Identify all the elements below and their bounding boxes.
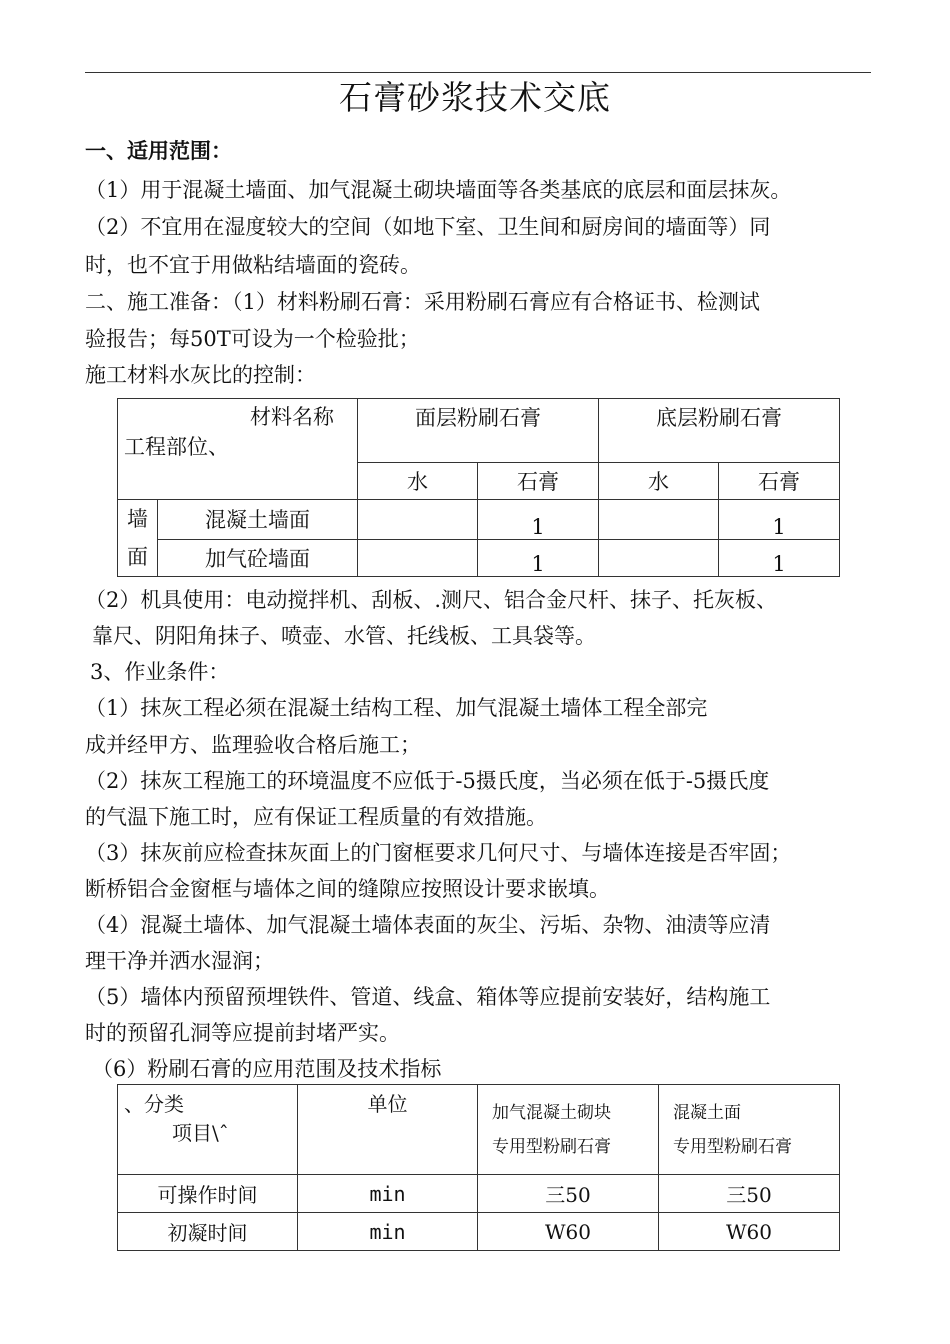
table1-cell: [599, 500, 719, 540]
table1-subhead-gypsum-2: 石膏: [719, 463, 840, 500]
table1-corner-bottom: 工程部位、: [124, 435, 229, 459]
paragraph-1: （1）用于混凝土墙面、加气混凝土砌块墙面等各类基底的底层和面层抹灰。: [85, 178, 792, 202]
condition-2-line-1: （2）抹灰工程施工的环境温度不应低于-5摄氏度，当必须在低于-5摄氏度: [85, 769, 770, 793]
table1-subhead-water-2: 水: [599, 463, 719, 500]
tools-line-1: （2）机具使用：电动搅拌机、刮板、.测尺、铝合金尺杆、抹子、托灰板、: [85, 588, 778, 612]
table2-value: 三50: [478, 1175, 659, 1213]
condition-5-line-2: 时的预留孔洞等应提前封堵严实。: [85, 1021, 400, 1045]
page-title: 石膏砂浆技术交底: [339, 78, 611, 117]
condition-3-line-1: （3）抹灰前应检查抹灰面上的门窗框要求几何尺寸、与墙体连接是否牢固；: [85, 841, 792, 865]
table1-cell: [358, 500, 478, 540]
table1-side-bottom: 面: [127, 545, 148, 569]
table2-corner-top: 、分类: [124, 1092, 184, 1116]
table1-group-base: 底层粉刷石膏: [599, 399, 840, 463]
table2-unit: min: [298, 1175, 478, 1213]
paragraph-2-line-2: 时，也不宜于用做粘结墙面的瓷砖。: [85, 253, 421, 277]
condition-6-heading: （6）粉刷石膏的应用范围及技术指标: [92, 1057, 442, 1081]
table1-row-label: 加气砼墙面: [158, 539, 358, 577]
table2-col4-header: [659, 1085, 840, 1175]
table2-value: W60: [659, 1213, 840, 1251]
ratio-control-heading: 施工材料水灰比的控制：: [85, 363, 316, 387]
table2-unit: min: [298, 1213, 478, 1251]
condition-3-line-2: 断桥铝合金窗框与墙体之间的缝隙应按照设计要求嵌填。: [85, 877, 610, 901]
top-rule: [85, 72, 871, 73]
table1-cell: 1: [719, 539, 840, 577]
table1-row-label: 混凝土墙面: [158, 500, 358, 540]
table2-col4-line-2: 专用型粉刷石膏: [673, 1136, 792, 1157]
condition-2-line-2: 的气温下施工时，应有保证工程质量的有效措施。: [85, 805, 547, 829]
table1-cell: [599, 539, 719, 577]
table1-cell: 1: [478, 539, 599, 577]
table2-col4-line-1: 混凝土面: [673, 1102, 741, 1123]
ratio-table: [117, 398, 840, 577]
table1-cell: 1: [719, 500, 840, 540]
table1-side-top: 墙: [127, 507, 148, 531]
table1-cell: 1: [478, 500, 599, 540]
table1-cell: [358, 539, 478, 577]
paragraph-2-line-1: （2）不宜用在湿度较大的空间（如地下室、卫生间和厨房间的墙面等）同: [85, 215, 771, 239]
table2-row-label: 可操作时间: [118, 1175, 298, 1213]
condition-4-line-2: 理干净并洒水湿润；: [85, 949, 274, 973]
table2-value: W60: [478, 1213, 659, 1251]
condition-5-line-1: （5）墙体内预留预埋铁件、管道、线盒、箱体等应提前安装好，结构施工: [85, 985, 771, 1009]
condition-1-line-1: （1）抹灰工程必须在混凝土结构工程、加气混凝土墙体工程全部完: [85, 696, 708, 720]
table2-corner-header: [118, 1085, 298, 1175]
table2-row-label: 初凝时间: [118, 1213, 298, 1251]
tools-line-2: 靠尺、阴阳角抹子、喷壶、水管、托线板、工具袋等。: [92, 624, 596, 648]
table1-subhead-water-1: 水: [358, 463, 478, 500]
section-2-line-2: 验报告；每50T可设为一个检验批；: [85, 327, 420, 351]
table1-subhead-gypsum-1: 石膏: [478, 463, 599, 500]
section-1-heading: 一、适用范围：: [85, 138, 232, 163]
table1-corner-top: 材料名称: [250, 405, 334, 429]
table2-col3-header: [478, 1085, 659, 1175]
condition-4-line-1: （4）混凝土墙体、加气混凝土墙体表面的灰尘、污垢、杂物、油渍等应清: [85, 913, 771, 937]
table2-unit-header: 单位: [298, 1085, 478, 1175]
table1-side-label: [118, 500, 158, 577]
table2-col3-line-1: 加气混凝土砌块: [492, 1102, 611, 1123]
spec-table: [117, 1084, 840, 1251]
section-2-line-1: 二、施工准备：（1）材料粉刷石膏：采用粉刷石膏应有合格证书、检测试: [85, 290, 760, 314]
section-3-heading: 3、作业条件：: [90, 660, 230, 684]
condition-1-line-2: 成并经甲方、监理验收合格后施工；: [85, 733, 421, 757]
table1-corner-header: [118, 399, 358, 500]
table2-corner-bottom: 项目\ˆ: [172, 1121, 229, 1145]
table1-group-surface: 面层粉刷石膏: [358, 399, 599, 463]
table2-col3-line-2: 专用型粉刷石膏: [492, 1136, 611, 1157]
table2-value: 三50: [659, 1175, 840, 1213]
